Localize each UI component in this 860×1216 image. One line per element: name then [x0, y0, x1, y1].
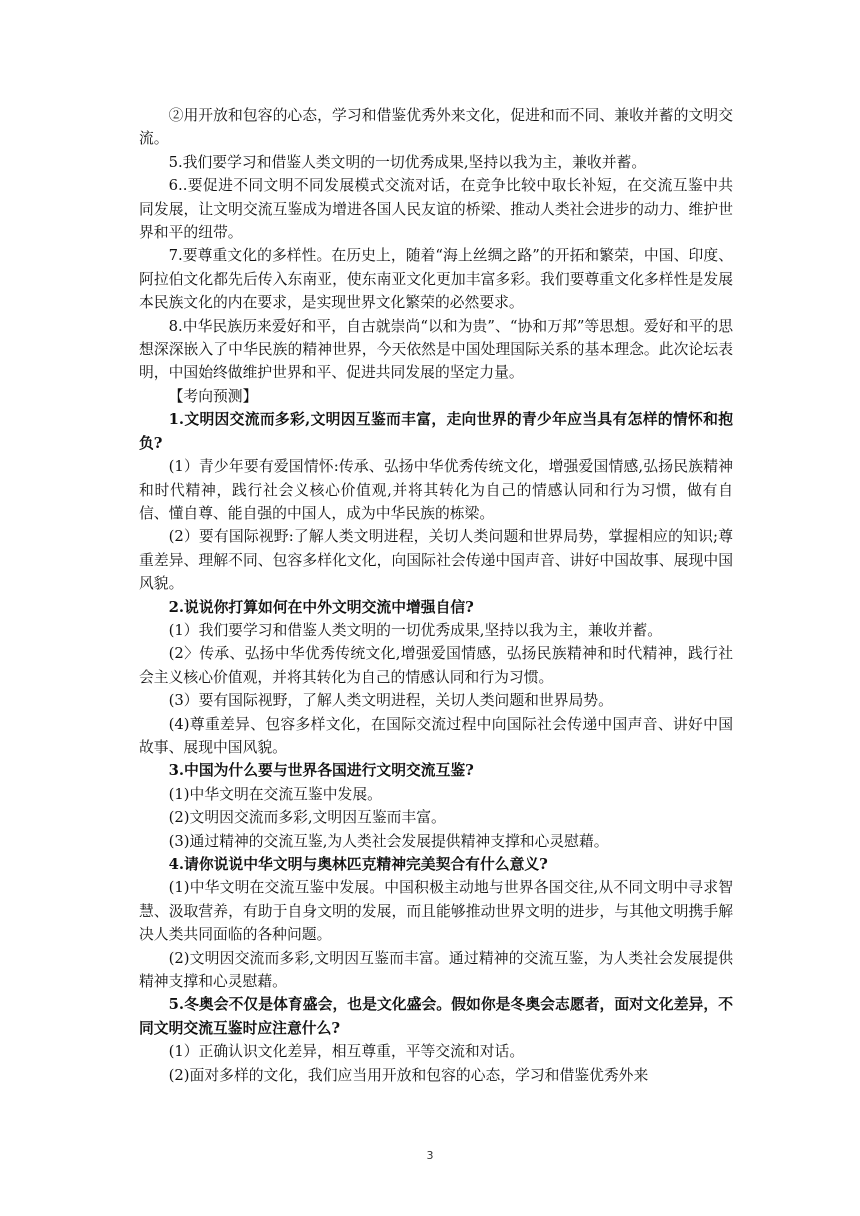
- page-number: 3: [426, 1149, 434, 1162]
- paragraph: ②用开放和包容的心态，学习和借鉴优秀外来文化，促进和而不同、兼收并蓄的文明交流。: [139, 107, 733, 148]
- paragraph: (1)中华文明在交流互鉴中发展。: [168, 785, 382, 803]
- question-heading: 4.请你说说中华文明与奥林匹克精神完美契合有什么意义?: [168, 856, 548, 873]
- paragraph: (4)尊重差异、包容多样文化，在国际交流过程中向国际社会传递中国声音、讲好中国故事、展现中国风貌。: [139, 715, 733, 756]
- paragraph: (2)文明因交流而多彩,文明因互鉴而丰富。: [168, 809, 446, 827]
- paragraph: (2）要有国际视野:了解人类文明进程，关切人类问题和世界局势，掌握相应的知识;尊重差异、理解不同、包容多样化文化，向国际社会传递中国声音、讲好中国故事、展现中国风貌。: [139, 528, 733, 593]
- paragraph: (3）要有国际视野，了解人类文明进程，关切人类问题和世界局势。: [168, 692, 613, 710]
- question-heading: 5.冬奥会不仅是体育盛会，也是文化盛会。假如你是冬奥会志愿者，面对文化差异，不同文明交流互鉴时应注意什么?: [139, 996, 733, 1037]
- paragraph: (1）我们要学习和借鉴人类文明的一切优秀成果,坚持以我为主，兼收并蓄。: [168, 621, 662, 639]
- paragraph: 5.我们要学习和借鉴人类文明的一切优秀成果,坚持以我为主，兼收并蓄。: [168, 153, 647, 171]
- paragraph: 6..要促进不同文明不同发展模式交流对话，在竞争比较中取长补短，在交流互鉴中共同发展，让文明交流互鉴成为增进各国人民友谊的桥梁、推动人类社会进步的动力、维护世界和平的纽带。: [139, 177, 733, 242]
- paragraph: (2)文明因交流而多彩,文明因互鉴而丰富。通过精神的交流互鉴，为人类社会发展提供精神支撑和心灵慰藉。: [139, 949, 733, 991]
- section-heading: 【考向预测】: [168, 387, 258, 405]
- paragraph: (1）青少年要有爱国情怀:传承、弘扬中华优秀传统文化，增强爱国情感,弘扬民族精神和时代精神，践行社会义核心价值观,并将其转化为自己的情感认同和行为习惯，做有自信、懂自尊、能自强的中国人，成为中华民族的栋梁。: [139, 458, 733, 522]
- paragraph: 7.要尊重文化的多样性。在历史上，随着“海上丝绸之路”的开拓和繁荣，中国、印度、阿拉伯文化都先后传入东南亚，使东南亚文化更加丰富多彩。我们要尊重文化多样性是发展本民族文化的内在要求，是实现世界文化繁荣的必然要求。: [139, 247, 733, 312]
- document-body: [139, 104, 733, 1087]
- question-heading: 1.文明因交流而多彩,文明因互鉴而丰富，走向世界的青少年应当具有怎样的情怀和抱负?: [139, 411, 733, 452]
- paragraph: (2)面对多样的文化，我们应当用开放和包容的心态，学习和借鉴优秀外来: [168, 1066, 649, 1084]
- question-heading: 2.说说你打算如何在中外文明交流中增强自信?: [168, 598, 474, 616]
- paragraph: (1）正确认识文化差异，相互尊重，平等交流和对话。: [168, 1043, 525, 1061]
- paragraph: (2〉传承、弘扬中华优秀传统文化,增强爱国情感，弘扬民族精神和时代精神，践行社会主义核心价值观，并将其转化为自己的情感认同和行为习惯。: [139, 645, 733, 686]
- paragraph: (3)通过精神的交流互鉴,为人类社会发展提供精神支撑和心灵慰藉。: [168, 832, 609, 850]
- paragraph: (1)中华文明在交流互鉴中发展。中国积极主动地与世界各国交往,从不同文明中寻求智慧、汲取营养，有助于自身文明的发展，而且能够推动世界文明的进步，与其他文明携手解决人类共同面临的各种问题。: [139, 879, 733, 944]
- question-heading: 3.中国为什么要与世界各国进行文明交流互鉴?: [168, 762, 474, 780]
- paragraph: 8.中华民族历来爱好和平，自古就崇尚“以和为贵”、“协和万邦”等思想。爱好和平的思想深深嵌入了中华民族的精神世界，今天依然是中国处理国际关系的基本理念。此次论坛表明，中国始终做维护世界和平、促进共同发展的坚定力量。: [139, 317, 733, 382]
